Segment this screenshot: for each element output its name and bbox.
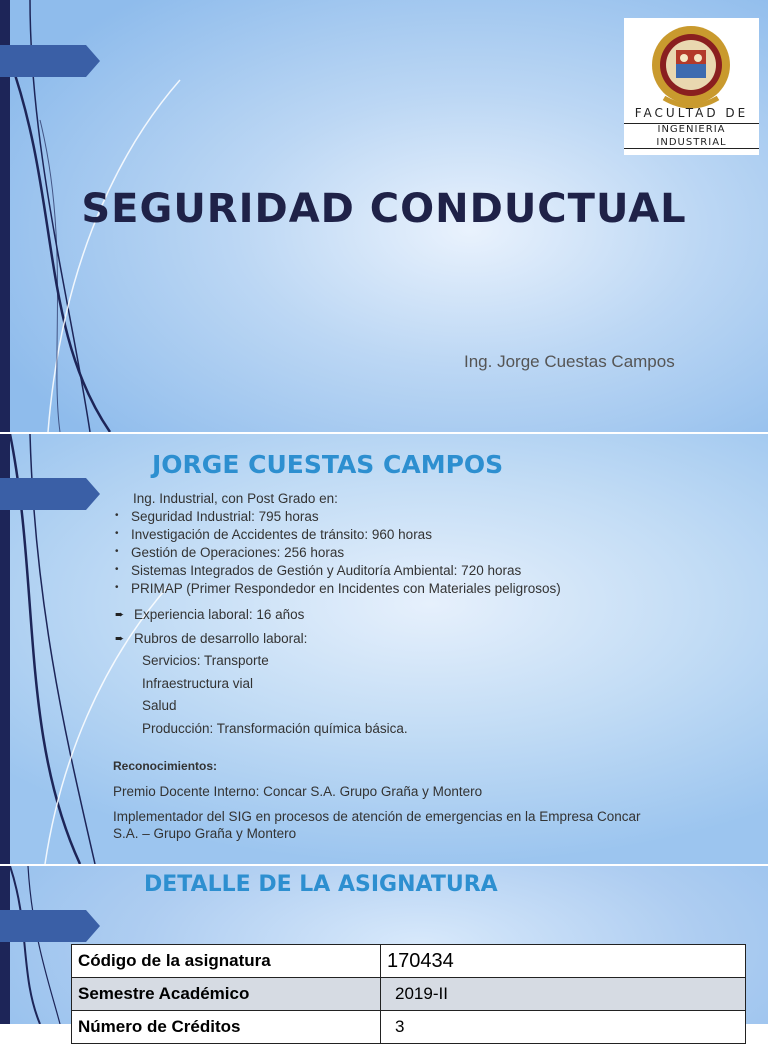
rubro-item: Salud [142, 698, 177, 713]
slide-bio [0, 434, 768, 864]
table-row [72, 1011, 746, 1044]
postgrad-item: Seguridad Industrial: 795 horas [131, 509, 319, 524]
logo-line-industrial: INDUSTRIAL [624, 137, 759, 149]
left-sidebar-bar [0, 866, 10, 1024]
award-item: Premio Docente Interno: Concar S.A. Grupo Graña y Montero [113, 784, 483, 799]
postgrad-item: Investigación de Accidentes de tránsito: 960 horas [131, 527, 432, 542]
experience-item: Experiencia laboral: 16 años [134, 607, 305, 622]
rubros-title: Rubros de desarrollo laboral: [134, 631, 308, 646]
course-details-table [71, 944, 746, 1044]
table-value-cell: 2019-II [381, 978, 746, 1011]
table-value-cell: 3 [381, 1011, 746, 1044]
bullet-dot: • [115, 510, 119, 521]
logo-line-ingenieria: INGENIERIA [624, 123, 759, 135]
course-heading: DETALLE DE LA ASIGNATURA [144, 872, 498, 897]
award-item: S.A. – Grupo Graña y Montero [113, 826, 297, 841]
arrow-tab [0, 478, 100, 510]
presentation-title: SEGURIDAD CONDUCTUAL [81, 186, 687, 232]
postgrad-item: PRIMAP (Primer Respondedor en Incidentes con Materiales peligrosos) [131, 581, 561, 596]
faculty-logo [624, 18, 759, 155]
slide-title [0, 0, 768, 432]
presenter-name: Ing. Jorge Cuestas Campos [464, 352, 675, 371]
table-key-cell: Semestre Académico [72, 978, 381, 1011]
bullet-dot: • [115, 528, 119, 539]
table-row [72, 945, 746, 978]
rubro-item: Servicios: Transporte [142, 653, 269, 668]
table-row [72, 978, 746, 1011]
bullet-dot: • [115, 546, 119, 557]
bio-intro: Ing. Industrial, con Post Grado en: [133, 491, 338, 506]
postgrad-item: Gestión de Operaciones: 256 horas [131, 545, 345, 560]
logo-line-faculty: FACULTAD DE [634, 106, 749, 120]
arrow-tab [0, 910, 100, 942]
postgrad-item: Sistemas Integrados de Gestión y Auditoría Ambiental: 720 horas [131, 563, 522, 578]
rubro-item: Infraestructura vial [142, 676, 254, 691]
awards-title: Reconocimientos: [113, 759, 218, 773]
rubro-item: Producción: Transformación química básica. [142, 721, 408, 736]
decorative-curves [0, 434, 768, 864]
bullet-dot: • [115, 582, 119, 593]
bullet-dot: • [115, 564, 119, 575]
award-item: Implementador del SIG en procesos de atención de emergencias en la Empresa Concar [113, 809, 641, 824]
table-key-cell: Número de Créditos [72, 1011, 381, 1044]
arrow-bullet-icon: ➨ [115, 633, 125, 645]
table-key-cell: Código de la asignatura [72, 945, 381, 978]
university-seal-icon [624, 18, 759, 118]
table-value-cell: 170434 [381, 945, 746, 978]
arrow-bullet-icon: ➨ [115, 609, 125, 621]
bio-heading: JORGE CUESTAS CAMPOS [152, 450, 504, 479]
arrow-tab [0, 45, 100, 77]
